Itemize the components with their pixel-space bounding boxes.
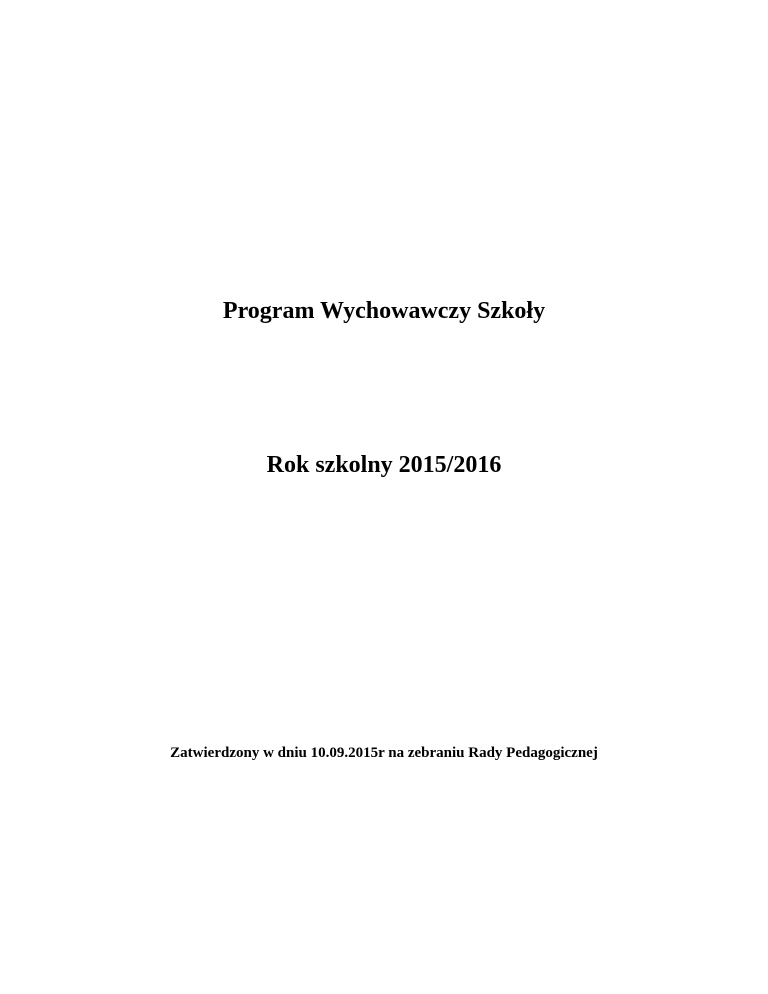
document-title: Program Wychowawczy Szkoły (222, 298, 546, 324)
school-year-heading: Rok szkolny 2015/2016 (266, 452, 502, 478)
approval-note: Zatwierdzony w dniu 10.09.2015r na zebraniu Rady Pedagogicznej (170, 745, 598, 761)
